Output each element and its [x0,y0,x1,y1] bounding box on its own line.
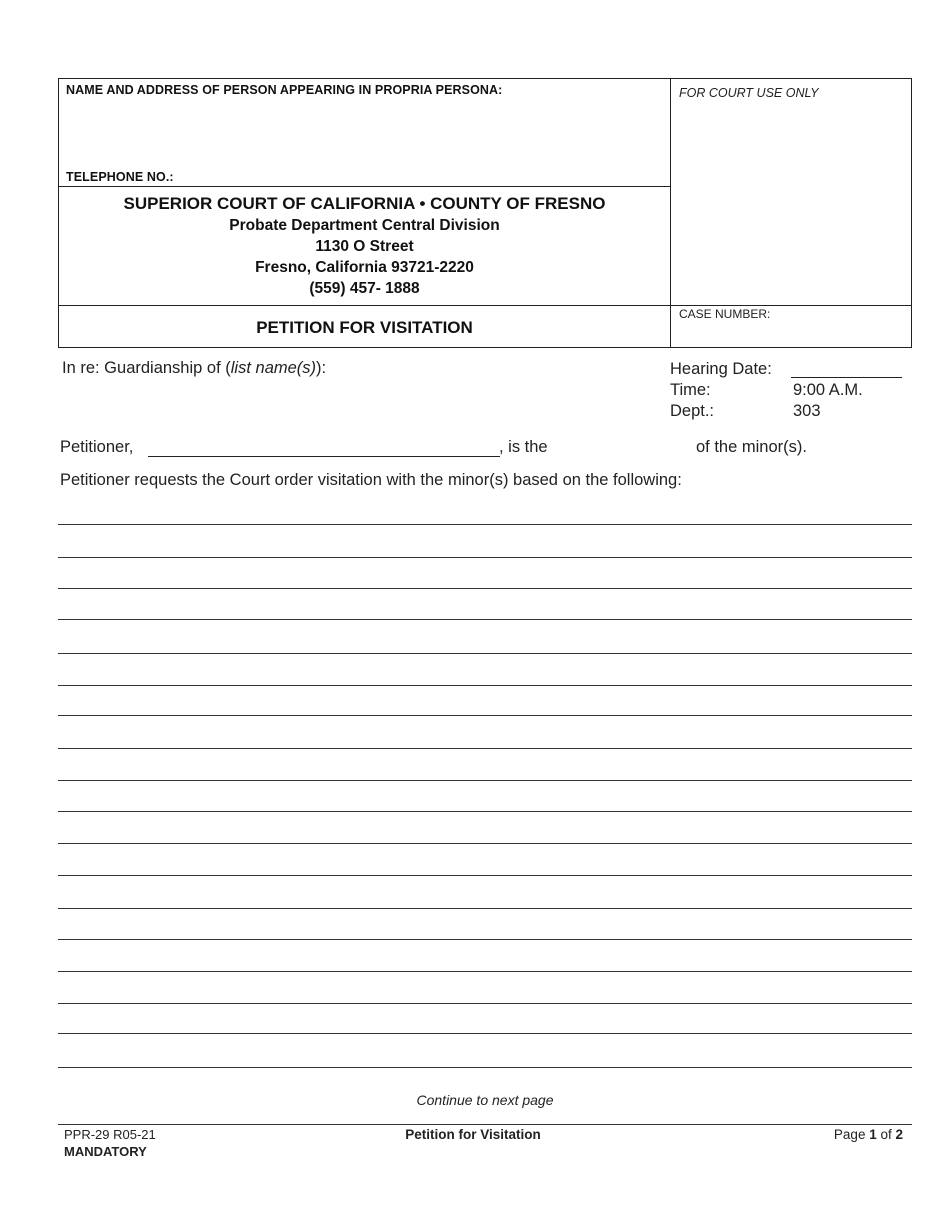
request-text: Petitioner requests the Court order visitation with the minor(s) based on the following: [60,471,682,489]
court-city: Fresno, California 93721-2220 [255,259,474,276]
hearing-time-label: Time: [670,381,711,399]
caption-divider-telephone [58,186,671,187]
name-address-field[interactable] [66,100,664,166]
court-phone: (559) 457- 1888 [309,280,420,297]
writing-line[interactable] [58,557,912,558]
inre-italic: list name(s) [230,359,317,377]
writing-line[interactable] [58,939,912,940]
petitioner-name-field[interactable] [148,456,500,457]
writing-line[interactable] [58,843,912,844]
writing-line[interactable] [58,971,912,972]
writing-line[interactable] [58,1067,912,1068]
document-title: PETITION FOR VISITATION [256,318,473,337]
hearing-date-field[interactable] [791,377,902,378]
inre-prefix: In re: Guardianship of ( [62,359,231,377]
writing-line[interactable] [58,524,912,525]
writing-line[interactable] [58,748,912,749]
footer-rule [58,1124,912,1125]
hearing-dept-label: Dept.: [670,402,715,420]
writing-line[interactable] [58,588,912,589]
page-prefix: Page [833,1127,870,1142]
writing-line[interactable] [58,908,912,909]
writing-line[interactable] [58,1033,912,1034]
page-indicator [834,1127,903,1142]
page-of: of [876,1127,896,1142]
inre-line [62,359,326,378]
writing-line[interactable] [58,685,912,686]
writing-line[interactable] [58,780,912,781]
inre-suffix: ): [316,359,327,377]
hearing-date-label: Hearing Date: [670,360,772,378]
footer-title: Petition for Visitation [405,1127,541,1142]
writing-line[interactable] [58,715,912,716]
case-number-field[interactable] [679,324,905,344]
petitioner-label: Petitioner, [60,438,134,456]
court-department: Probate Department Central Division [229,217,500,234]
telephone-label: TELEPHONE NO.: [66,170,174,184]
writing-line[interactable] [58,653,912,654]
case-number-label: CASE NUMBER: [679,307,771,321]
court-street: 1130 O Street [315,238,414,255]
page-total: 2 [895,1127,903,1142]
name-address-label: NAME AND ADDRESS OF PERSON APPEARING IN PROPRIA PERSONA: [66,83,503,97]
court-address-block [58,193,671,299]
writing-line[interactable] [58,1003,912,1004]
court-use-label: FOR COURT USE ONLY [679,86,819,100]
caption-divider-title [58,305,912,306]
writing-line[interactable] [58,619,912,620]
relationship-field[interactable] [556,438,690,458]
petitioner-is-the: , is the [499,438,548,456]
page-number: 1 [869,1127,877,1142]
mandatory-label: MANDATORY [64,1144,147,1159]
hearing-time-value: 9:00 A.M. [793,381,863,399]
writing-line[interactable] [58,875,912,876]
form-code: PPR-29 R05-21 [64,1127,156,1142]
continue-note: Continue to next page [416,1092,554,1108]
court-title: SUPERIOR COURT OF CALIFORNIA • COUNTY OF FRESNO [123,194,606,213]
writing-line[interactable] [58,811,912,812]
hearing-dept-value: 303 [793,402,821,420]
of-the-minors: of the minor(s). [696,438,807,456]
